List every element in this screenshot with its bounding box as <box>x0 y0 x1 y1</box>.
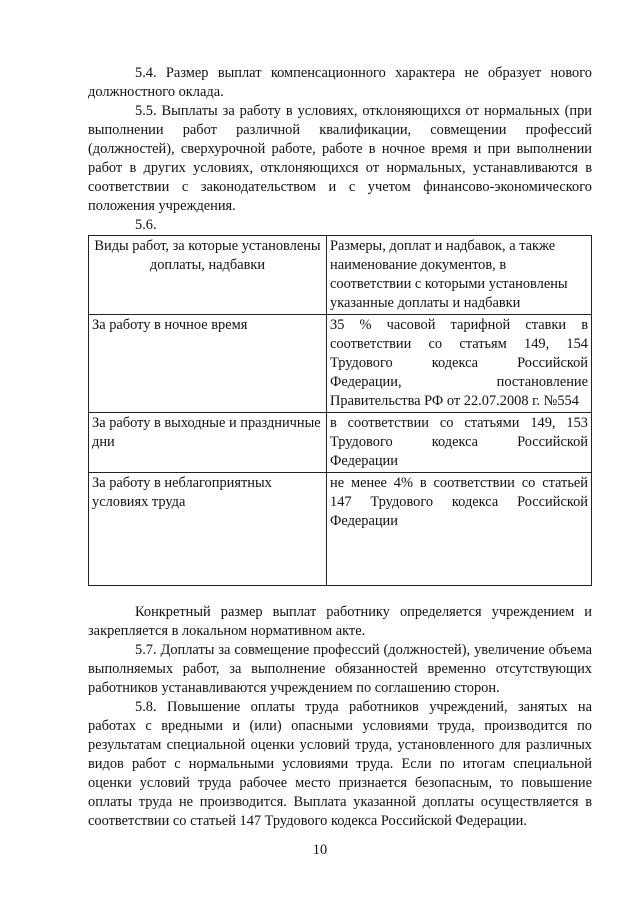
paragraph-5-4: 5.4. Размер выплат компенсационного характера не образует нового должностного оклада. <box>88 65 592 100</box>
table-row <box>89 413 592 473</box>
paragraph-5-7: 5.7. Доплаты за совмещение профессий (должностей), увеличение объема выполняемых работ, за выполнение обязанностей временно отсутствующих работников устанавливаются учреждением по соглашению сторон. <box>88 642 592 696</box>
table-header-row <box>89 236 592 315</box>
page-number: 10 <box>312 842 328 858</box>
table-header-sizes-documents: Размеры, доплат и надбавок, а также наименование документов, в соответствии с которыми установлены указанные доплаты и надбавки <box>327 236 592 315</box>
paragraph-5-5: 5.5. Выплаты за работу в условиях, отклоняющихся от нормальных (при выполнении работ различной квалификации, совмещении профессий (должностей), сверхурочной работе, работе в ночное время и при выполнении работ в других условиях, отклоняющихся от нормальных, устанавливаются в соответствии с законодательством и с учетом финансово-экономического положения учреждения. <box>88 103 592 214</box>
paragraph-5-6-label: 5.6. <box>135 217 157 233</box>
paragraph-concrete-amount: Конкретный размер выплат работнику определяется учреждением и закрепляется в локальном нормативном акте. <box>88 604 592 639</box>
table-cell-work-type: За работу в неблагоприятных условиях труда <box>89 473 327 586</box>
table-cell-detail: 35 % часовой тарифной ставки в соответствии со статьям 149, 154 Трудового кодекса Российской Федерации, постановление Правительства РФ от 22.07.2008 г. №554 <box>327 315 592 413</box>
table-row <box>89 473 592 586</box>
table-row <box>89 315 592 413</box>
document-body <box>88 64 592 831</box>
table-cell-detail: не менее 4% в соответствии со статьей 147 Трудового кодекса Российской Федерации <box>327 473 592 586</box>
allowances-table <box>88 235 592 586</box>
table-cell-detail: в соответствии со статьями 149, 153 Трудового кодекса Российской Федерации <box>327 413 592 473</box>
table-header-work-types: Виды работ, за которые установлены доплаты, надбавки <box>89 236 327 315</box>
paragraph-5-8: 5.8. Повышение оплаты труда работников учреждений, занятых на работах с вредными и (или) опасными условиями труда, производится по результатам специальной оценки условий труда, установленного для различных видов работ с нормальными условиями труда. Если по итогам специальной оценки условий труда рабочее место признается безопасным, то повышение оплаты труда не производится. Выплата указанной доплаты осуществляется в соответствии со статьей 147 Трудового кодекса Российской Федерации. <box>88 699 592 829</box>
table-cell-work-type: За работу в ночное время <box>89 315 327 413</box>
table-cell-work-type: За работу в выходные и праздничные дни <box>89 413 327 473</box>
